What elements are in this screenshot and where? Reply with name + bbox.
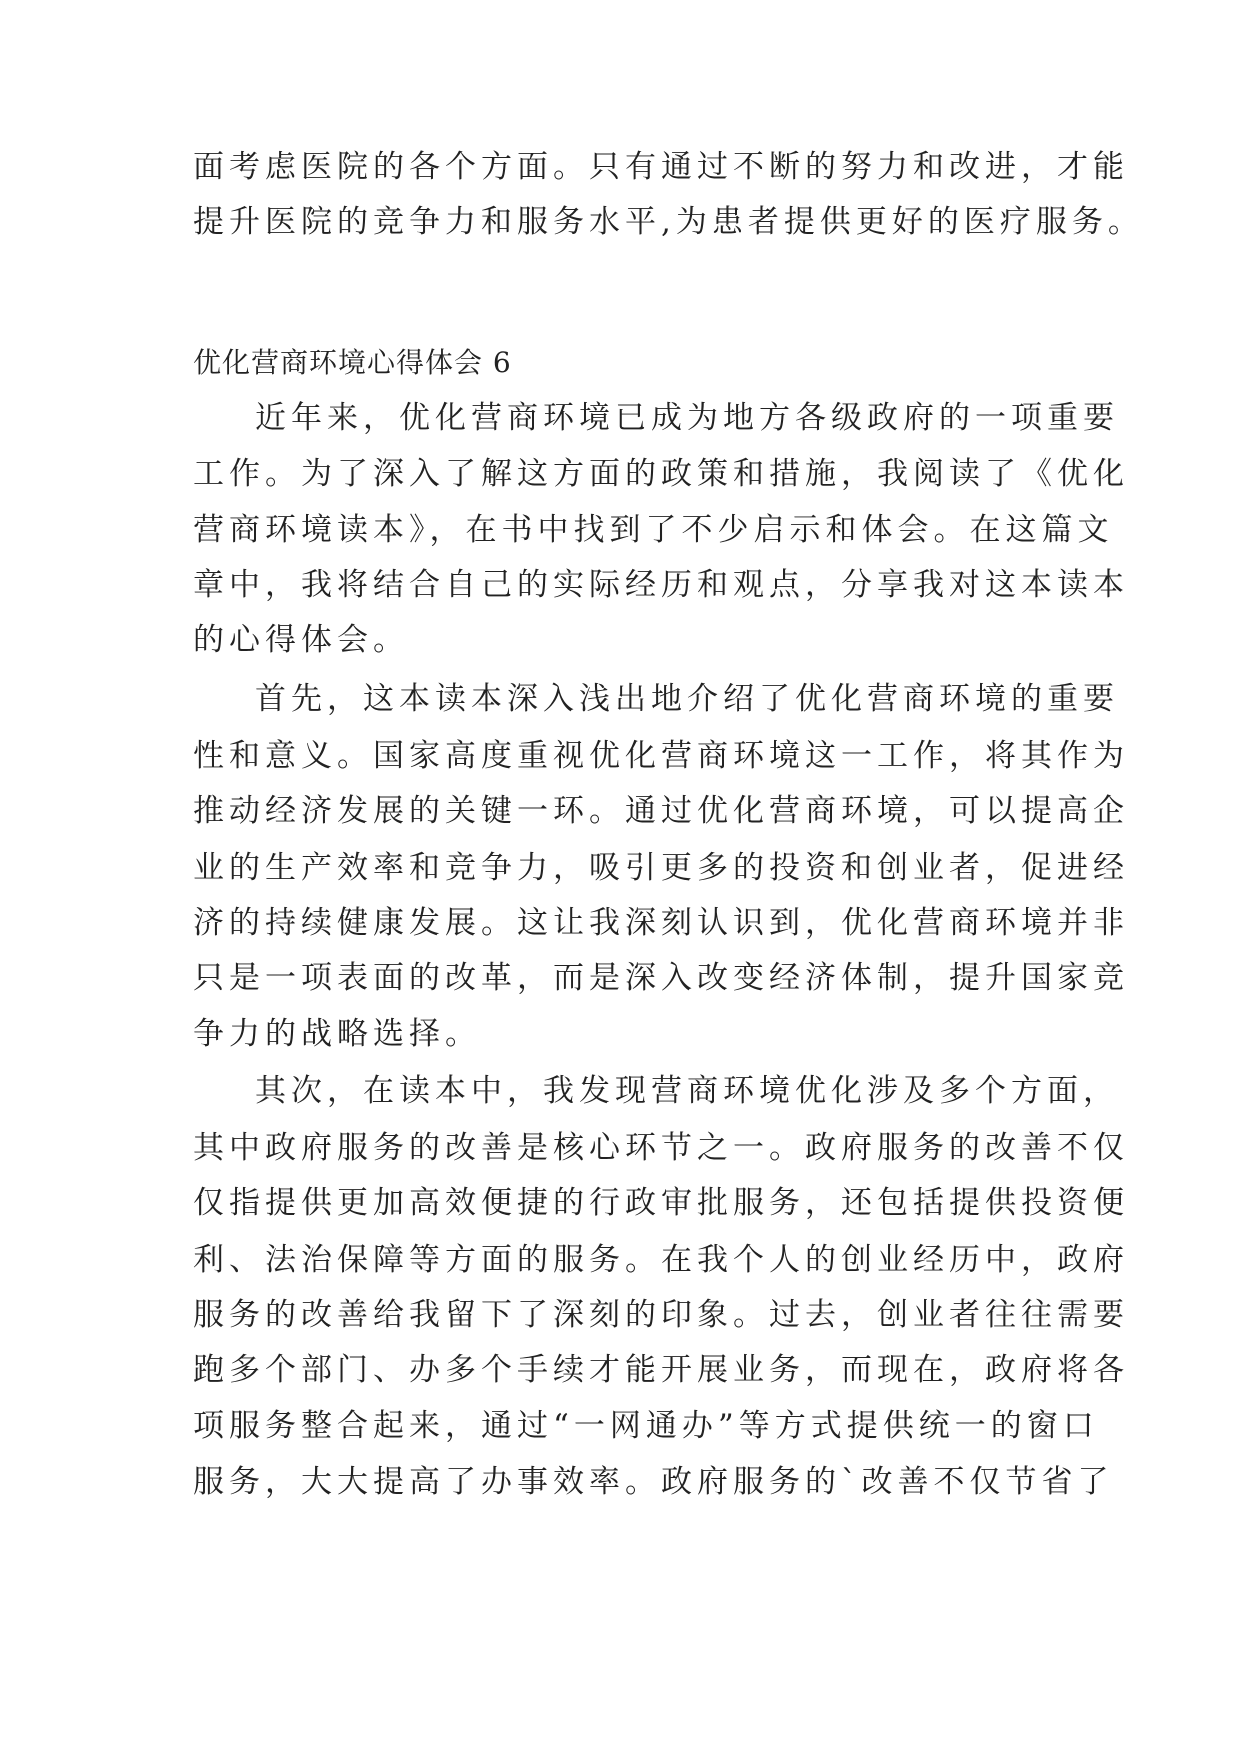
paragraph-line: 提升医院的竞争力和服务水平,为患者提供更好的医疗服务。 <box>193 204 1144 240</box>
paragraph-line: 面考虑医院的各个方面。只有通过不断的努力和改进，才能 <box>193 149 1129 185</box>
paragraph-line: 工作。为了深入了解这方面的政策和措施，我阅读了《优化 <box>193 456 1129 492</box>
paragraph-line: 利、法治保障等方面的服务。在我个人的创业经历中，政府 <box>193 1242 1129 1278</box>
paragraph-line: 近年来，优化营商环境已成为地方各级政府的一项重要 <box>255 400 1119 436</box>
paragraph-line: 章中，我将结合自己的实际经历和观点，分享我对这本读本 <box>193 567 1129 603</box>
paragraph-line: 营商环境读本》，在书中找到了不少启示和体会。在这篇文 <box>193 512 1114 548</box>
paragraph-line: 其次，在读本中，我发现营商环境优化涉及多个方面， <box>255 1073 1119 1109</box>
paragraph-line: 只是一项表面的改革，而是深入改变经济体制，提升国家竞 <box>193 960 1129 996</box>
paragraph-line: 仅指提供更加高效便捷的行政审批服务，还包括提供投资便 <box>193 1185 1129 1221</box>
paragraph-line: 服务的改善给我留下了深刻的印象。过去，创业者往往需要 <box>193 1297 1129 1333</box>
paragraph-line: 的心得体会。 <box>193 622 409 658</box>
paragraph-line: 其中政府服务的改善是核心环节之一。政府服务的改善不仅 <box>193 1130 1129 1166</box>
paragraph-line: 推动经济发展的关键一环。通过优化营商环境，可以提高企 <box>193 793 1129 829</box>
paragraph-line: 性和意义。国家高度重视优化营商环境这一工作，将其作为 <box>193 738 1129 774</box>
section-heading: 优化营商环境心得体会 6 <box>193 346 512 379</box>
paragraph-line: 跑多个部门、办多个手续才能开展业务，而现在，政府将各 <box>193 1352 1129 1388</box>
paragraph-line: 首先，这本读本深入浅出地介绍了优化营商环境的重要 <box>255 681 1119 717</box>
paragraph-line: 争力的战略选择。 <box>193 1016 481 1052</box>
paragraph-line: 业的生产效率和竞争力，吸引更多的投资和创业者，促进经 <box>193 850 1129 886</box>
paragraph-line: 服务，大大提高了办事效率。政府服务的`改善不仅节省了 <box>193 1464 1114 1500</box>
paragraph-line: 济的持续健康发展。这让我深刻认识到，优化营商环境并非 <box>193 905 1129 941</box>
paragraph-line: 项服务整合起来，通过“一网通办”等方式提供统一的窗口 <box>193 1408 1099 1444</box>
